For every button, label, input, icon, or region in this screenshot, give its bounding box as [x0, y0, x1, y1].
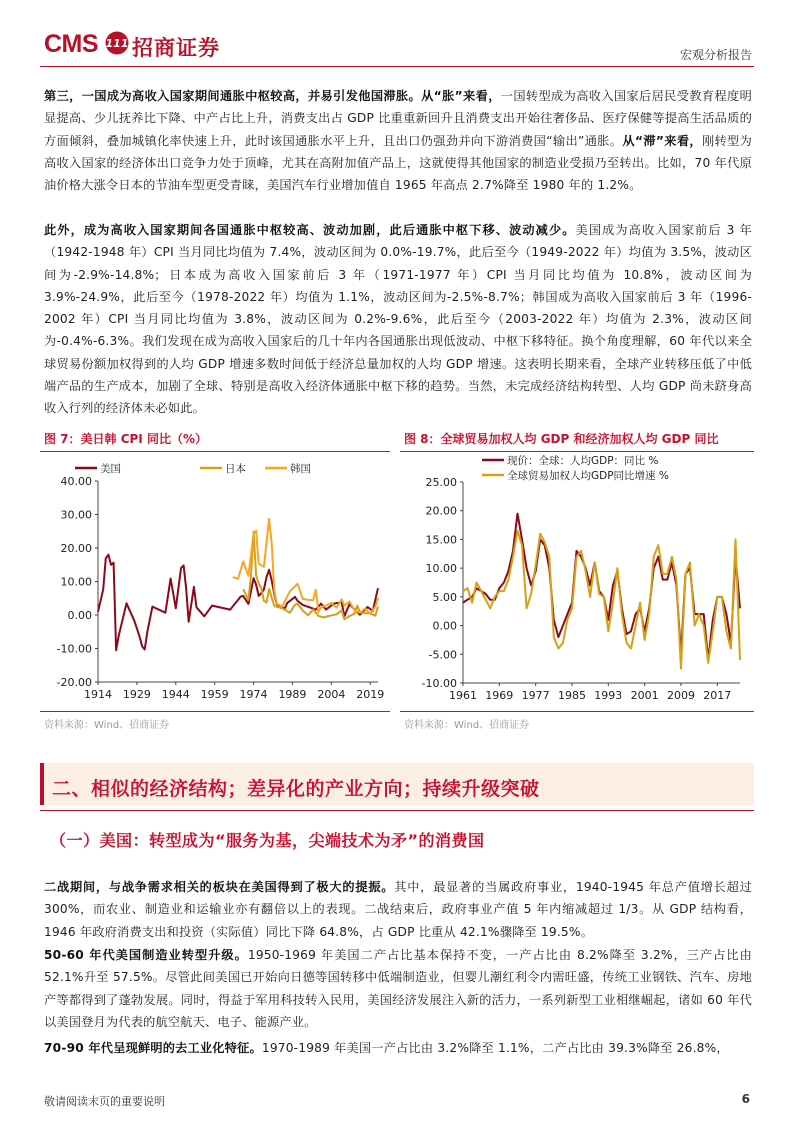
- logo-cms: CMS: [44, 30, 99, 58]
- y-tick-label: 10.00: [425, 562, 457, 576]
- x-tick-label: 2019: [356, 688, 385, 701]
- bold-lead: 50-60 年代美国制造业转型升级。: [44, 948, 248, 962]
- chart-cpi-us-jp-kr: [40, 455, 390, 709]
- y-tick-label: 15.00: [425, 533, 457, 547]
- bold-lead: 从“滞”来看，: [622, 133, 702, 148]
- x-tick-label: 2017: [703, 689, 732, 702]
- y-tick-label: 25.00: [425, 476, 457, 489]
- y-tick-label: 20.00: [425, 504, 457, 518]
- y-tick-label: 20.00: [60, 542, 92, 555]
- bold-lead: 二战期间，与战争需求相关的板块在美国得到了极大的提振。: [44, 880, 395, 894]
- paragraph-inflation-center: [44, 219, 752, 420]
- chart-global-gdp-per-capita: [400, 455, 754, 709]
- subsection-title: （一）美国：转型成为“服务为基，尖端技术为矛”的消费国: [50, 831, 485, 850]
- body-text: 1950-1969 年美国二产占比基本保持不变，一产占比由 8.2%降至 3.2%，三产占比由 52.1%升至 57.5%。尽管此间美国已开始向日德等国转移中低端制造业，但婴儿潮红利令内需旺盛，传统工业钢铁、汽车、房地产等都得到了蓬勃发展。同时，得益于军用科技转入民用，美国经济发展注入新的活力，一系列新型工业相继崛起，诸如 60 年代以美国登月为代表的航空航天、电子、能源产业。: [44, 948, 752, 1029]
- y-tick-label: 10.00: [60, 575, 92, 589]
- paragraph-stagflation: [44, 85, 752, 196]
- x-tick-label: 1944: [161, 688, 190, 701]
- paragraph-70-90s: [44, 1037, 752, 1059]
- body-text: 一国转型成为高收入国家后居民受教育程度明显提高、少儿抚养比下降、中产占比上升，消费支出占 GDP 比重重新回升且消费支出开始往奢侈品、医疗保健等提高生活品质的方面倾斜，叠加城镇化率快速上升，此时该国通胀水平上升，且出口仍强劲并向下游消费国“输出”通胀。: [44, 89, 752, 148]
- legend-label: 美国: [100, 463, 121, 475]
- body-text: 刚转型为高收入国家的经济体出口竞争力处于顶峰，尤其在高附加值产品上，这就使得其他国家的制造业受损乃至转出。比如，70 年代原油价格大涨令日本的节油车型更受青睐，美国汽车行业增加值自 1965 年高点 2.7%降至 1980 年的 1.2%。: [44, 133, 752, 193]
- logo-mark-icon: [105, 31, 129, 55]
- paragraph-wwii: [44, 876, 752, 943]
- figure-8-source-rule: [400, 711, 754, 712]
- x-tick-label: 1989: [278, 688, 307, 701]
- series-line-1: [463, 531, 740, 669]
- legend-label: 日本: [225, 463, 246, 475]
- series-line-0: [98, 555, 378, 651]
- body-text: 美国成为高收入国家前后 3 年（1942-1948 年）CPI 当月同比均值为 7.4%，波动区间为 0.0%-19.7%，此后至今（1949-2022 年）均值为 3.5%，波动区间为-2.9%-14.8%；日本成为高收入国家前后 3 年（1971-1977 年）CPI 当月同比均值为 10.8%，波动区间为 3.9%-24.9%，此后至今（1978-2022 年）均值为 1.1%，波动区间为-2.5%-8.7%；韩国成为高收入国家前后 3 年（1996-2002 年）CPI 当月同比均值为 3.8%，波动区间为 0.2%-9.6%，此后至今（2003-2022 年）均值为 2.3%，波动区间为-0.4%-6.3%。我们发现在成为高收入国家后的几十年内各国通胀出现低波动、中枢下移特征。换个角度理解，60 年代以来全球贸易份额加权得到的人均 GDP 增速多数时间低于经济总量加权的人均 GDP 增速。这表明长期来看，全球产业转移压低了中低端产品的生产成本，加剧了全球、特别是高收入经济体通胀中枢下移的趋势。当然，未完成经济结构转型、人均 GDP 尚未跻身高收入行列的经济体未必如此。: [44, 223, 752, 416]
- logo-chinese-name: 招商证券: [132, 35, 220, 60]
- legend-label: 全球贸易加权人均GDP同比增速 %: [507, 470, 669, 482]
- figure-8-source: 资料来源：Wind、招商证券: [404, 720, 530, 731]
- y-tick-label: 0.00: [432, 619, 457, 633]
- section-rule: [40, 810, 754, 811]
- bold-lead: 此外，成为高收入国家期间各国通胀中枢较高、波动加剧，此后通胀中枢下移、波动减少。: [44, 223, 576, 237]
- x-tick-label: 1959: [200, 688, 229, 701]
- header-rule: [40, 66, 754, 67]
- y-tick-label: -10.00: [56, 642, 92, 656]
- figure-7-source: 资料来源：Wind、招商证券: [44, 720, 170, 731]
- x-tick-label: 2001: [630, 689, 659, 702]
- x-tick-label: 1974: [239, 688, 268, 701]
- y-tick-label: -20.00: [56, 676, 92, 689]
- y-tick-label: -10.00: [421, 677, 457, 690]
- section-title: 二、相似的经济结构；差异化的产业方向；持续升级突破: [52, 778, 540, 800]
- footer-note: 敬请阅读末页的重要说明: [44, 1095, 165, 1108]
- bold-lead: 第三，一国成为高收入国家期间通胀中枢较高，并易引发他国滞胀。从“胀”来看，: [44, 89, 501, 103]
- x-tick-label: 1961: [449, 689, 477, 702]
- y-tick-label: 5.00: [432, 590, 457, 604]
- legend-label: 韩国: [290, 463, 311, 475]
- bold-lead: 70-90 年代呈现鲜明的去工业化特征。: [44, 1041, 262, 1055]
- x-tick-label: 1993: [594, 689, 623, 702]
- report-type: 宏观分析报告: [679, 48, 752, 62]
- x-tick-label: 2004: [317, 688, 346, 701]
- x-tick-label: 1914: [84, 688, 112, 701]
- logo-mark-text: 111: [105, 37, 129, 50]
- paragraph-50-60s: [44, 944, 752, 1033]
- x-tick-label: 2009: [666, 689, 695, 702]
- x-tick-label: 1929: [122, 688, 151, 701]
- figure-7-title: 图 7：美日韩 CPI 同比（%）: [44, 432, 207, 446]
- y-tick-label: 0.00: [67, 609, 92, 622]
- legend-label: 现价：全球：人均GDP：同比 %: [507, 455, 659, 467]
- body-text: 1970-1989 年美国一产占比由 3.2%降至 1.1%，二产占比由 39.3%降至 26.8%，: [261, 1041, 729, 1055]
- y-tick-label: 40.00: [60, 475, 92, 488]
- figure-8-title: 图 8：全球贸易加权人均 GDP 和经济加权人均 GDP 同比: [404, 432, 719, 446]
- body-text: 其中，最显著的当属政府事业，1940-1945 年总产值增长超过 300%，而农业、制造业和运输业亦有翻倍以上的表现。二战结束后，政府事业产值 5 年内缩减超过 1/3。从 GDP 结构看，1946 年政府消费支出和投资（实际值）同比下降 64.8%，占 GDP 比重从 42.1%骤降至 19.5%。: [44, 880, 752, 939]
- figure-7-rule: [40, 451, 390, 452]
- x-tick-label: 1977: [521, 689, 550, 702]
- figure-8-rule: [400, 451, 754, 452]
- figure-7-source-rule: [40, 711, 390, 712]
- series-line-1: [243, 532, 378, 620]
- x-tick-label: 1985: [557, 689, 586, 702]
- page-number: 6: [741, 1092, 750, 1106]
- x-tick-label: 1969: [485, 689, 514, 702]
- y-tick-label: 30.00: [60, 508, 92, 522]
- y-tick-label: -5.00: [428, 648, 457, 662]
